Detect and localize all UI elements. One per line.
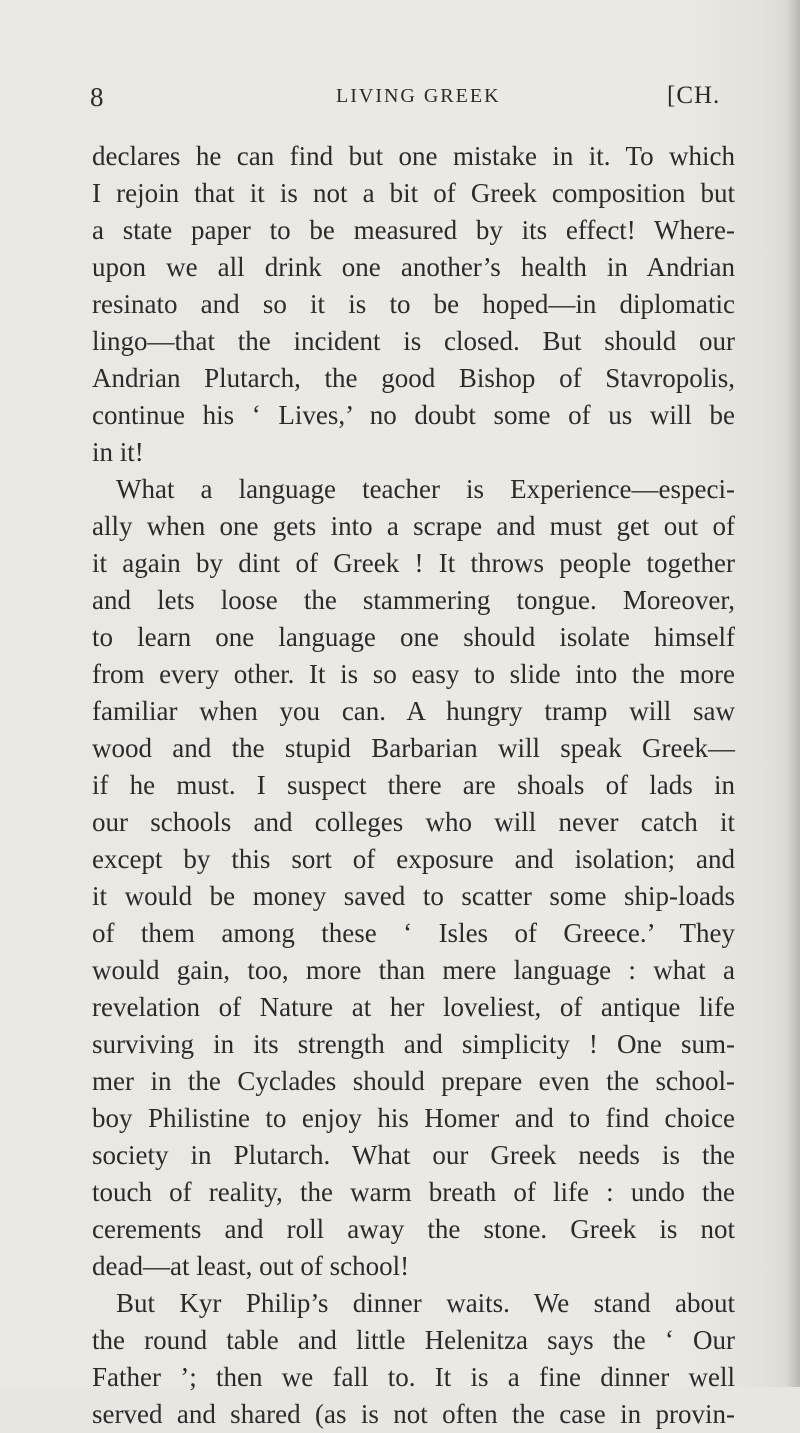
text-line: and lets loose the stammering tongue. Moreover,: [92, 585, 735, 615]
text-line: revelation of Nature at her loveliest, of antique life: [92, 992, 735, 1022]
body-text: [92, 138, 735, 1433]
page-number: 8: [90, 82, 104, 112]
text-line: resinato and so it is to be hoped—in diplomatic: [92, 289, 735, 319]
text-line: cerements and roll away the stone. Greek is not: [92, 1214, 735, 1244]
text-line: if he must. I suspect there are shoals of lads in: [92, 770, 735, 800]
text-line: upon we all drink one another’s health in Andrian: [92, 252, 735, 282]
text-line: our schools and colleges who will never catch it: [92, 807, 735, 837]
page-edge-shadow: [786, 0, 800, 1387]
text-line: dead—at least, out of school!: [92, 1251, 410, 1281]
text-line: in it!: [92, 437, 144, 467]
text-line: the round table and little Helenitza says the ‘ Our: [92, 1325, 735, 1355]
text-line: lingo—that the incident is closed. But should our: [92, 326, 735, 356]
text-line: familiar when you can. A hungry tramp will saw: [92, 696, 735, 726]
text-line: Andrian Plutarch, the good Bishop of Stavropolis,: [92, 363, 735, 393]
text-line: to learn one language one should isolate himself: [92, 622, 735, 652]
text-line: society in Plutarch. What our Greek needs is the: [92, 1140, 735, 1170]
text-line: except by this sort of exposure and isolation; and: [92, 844, 735, 874]
text-line: of them among these ‘ Isles of Greece.’ They: [92, 918, 735, 948]
text-line: boy Philistine to enjoy his Homer and to find choice: [92, 1103, 735, 1133]
text-line: surviving in its strength and simplicity ! One sum-: [92, 1029, 735, 1059]
text-line: wood and the stupid Barbarian will speak Greek—: [92, 733, 735, 763]
chapter-reference: [CH.: [667, 82, 721, 109]
text-line: from every other. It is so easy to slide into the more: [92, 659, 735, 689]
text-line: a state paper to be measured by its effect! Where-: [92, 215, 735, 245]
text-line: would gain, too, more than mere language : what a: [92, 955, 735, 985]
text-line: touch of reality, the warm breath of life : undo the: [92, 1177, 735, 1207]
text-line: it would be money saved to scatter some ship-loads: [92, 881, 735, 911]
text-line: declares he can find but one mistake in it. To which: [92, 141, 735, 171]
text-line: it again by dint of Greek ! It throws people together: [92, 548, 735, 578]
paragraph-start-line: What a language teacher is Experience—especi-: [116, 474, 735, 504]
text-line: continue his ‘ Lives,’ no doubt some of us will be: [92, 400, 735, 430]
running-title: LIVING GREEK: [336, 85, 501, 107]
text-line: I rejoin that it is not a bit of Greek composition but: [92, 178, 735, 208]
paragraph-start-line: But Kyr Philip’s dinner waits. We stand about: [116, 1288, 735, 1318]
text-line: Father ’; then we fall to. It is a fine dinner well: [92, 1362, 735, 1392]
text-line: served and shared (as is not often the case in provin-: [92, 1399, 735, 1429]
text-line: mer in the Cyclades should prepare even the school-: [92, 1066, 735, 1096]
running-header: [90, 82, 730, 116]
text-line: ally when one gets into a scrape and must get out of: [92, 511, 735, 541]
